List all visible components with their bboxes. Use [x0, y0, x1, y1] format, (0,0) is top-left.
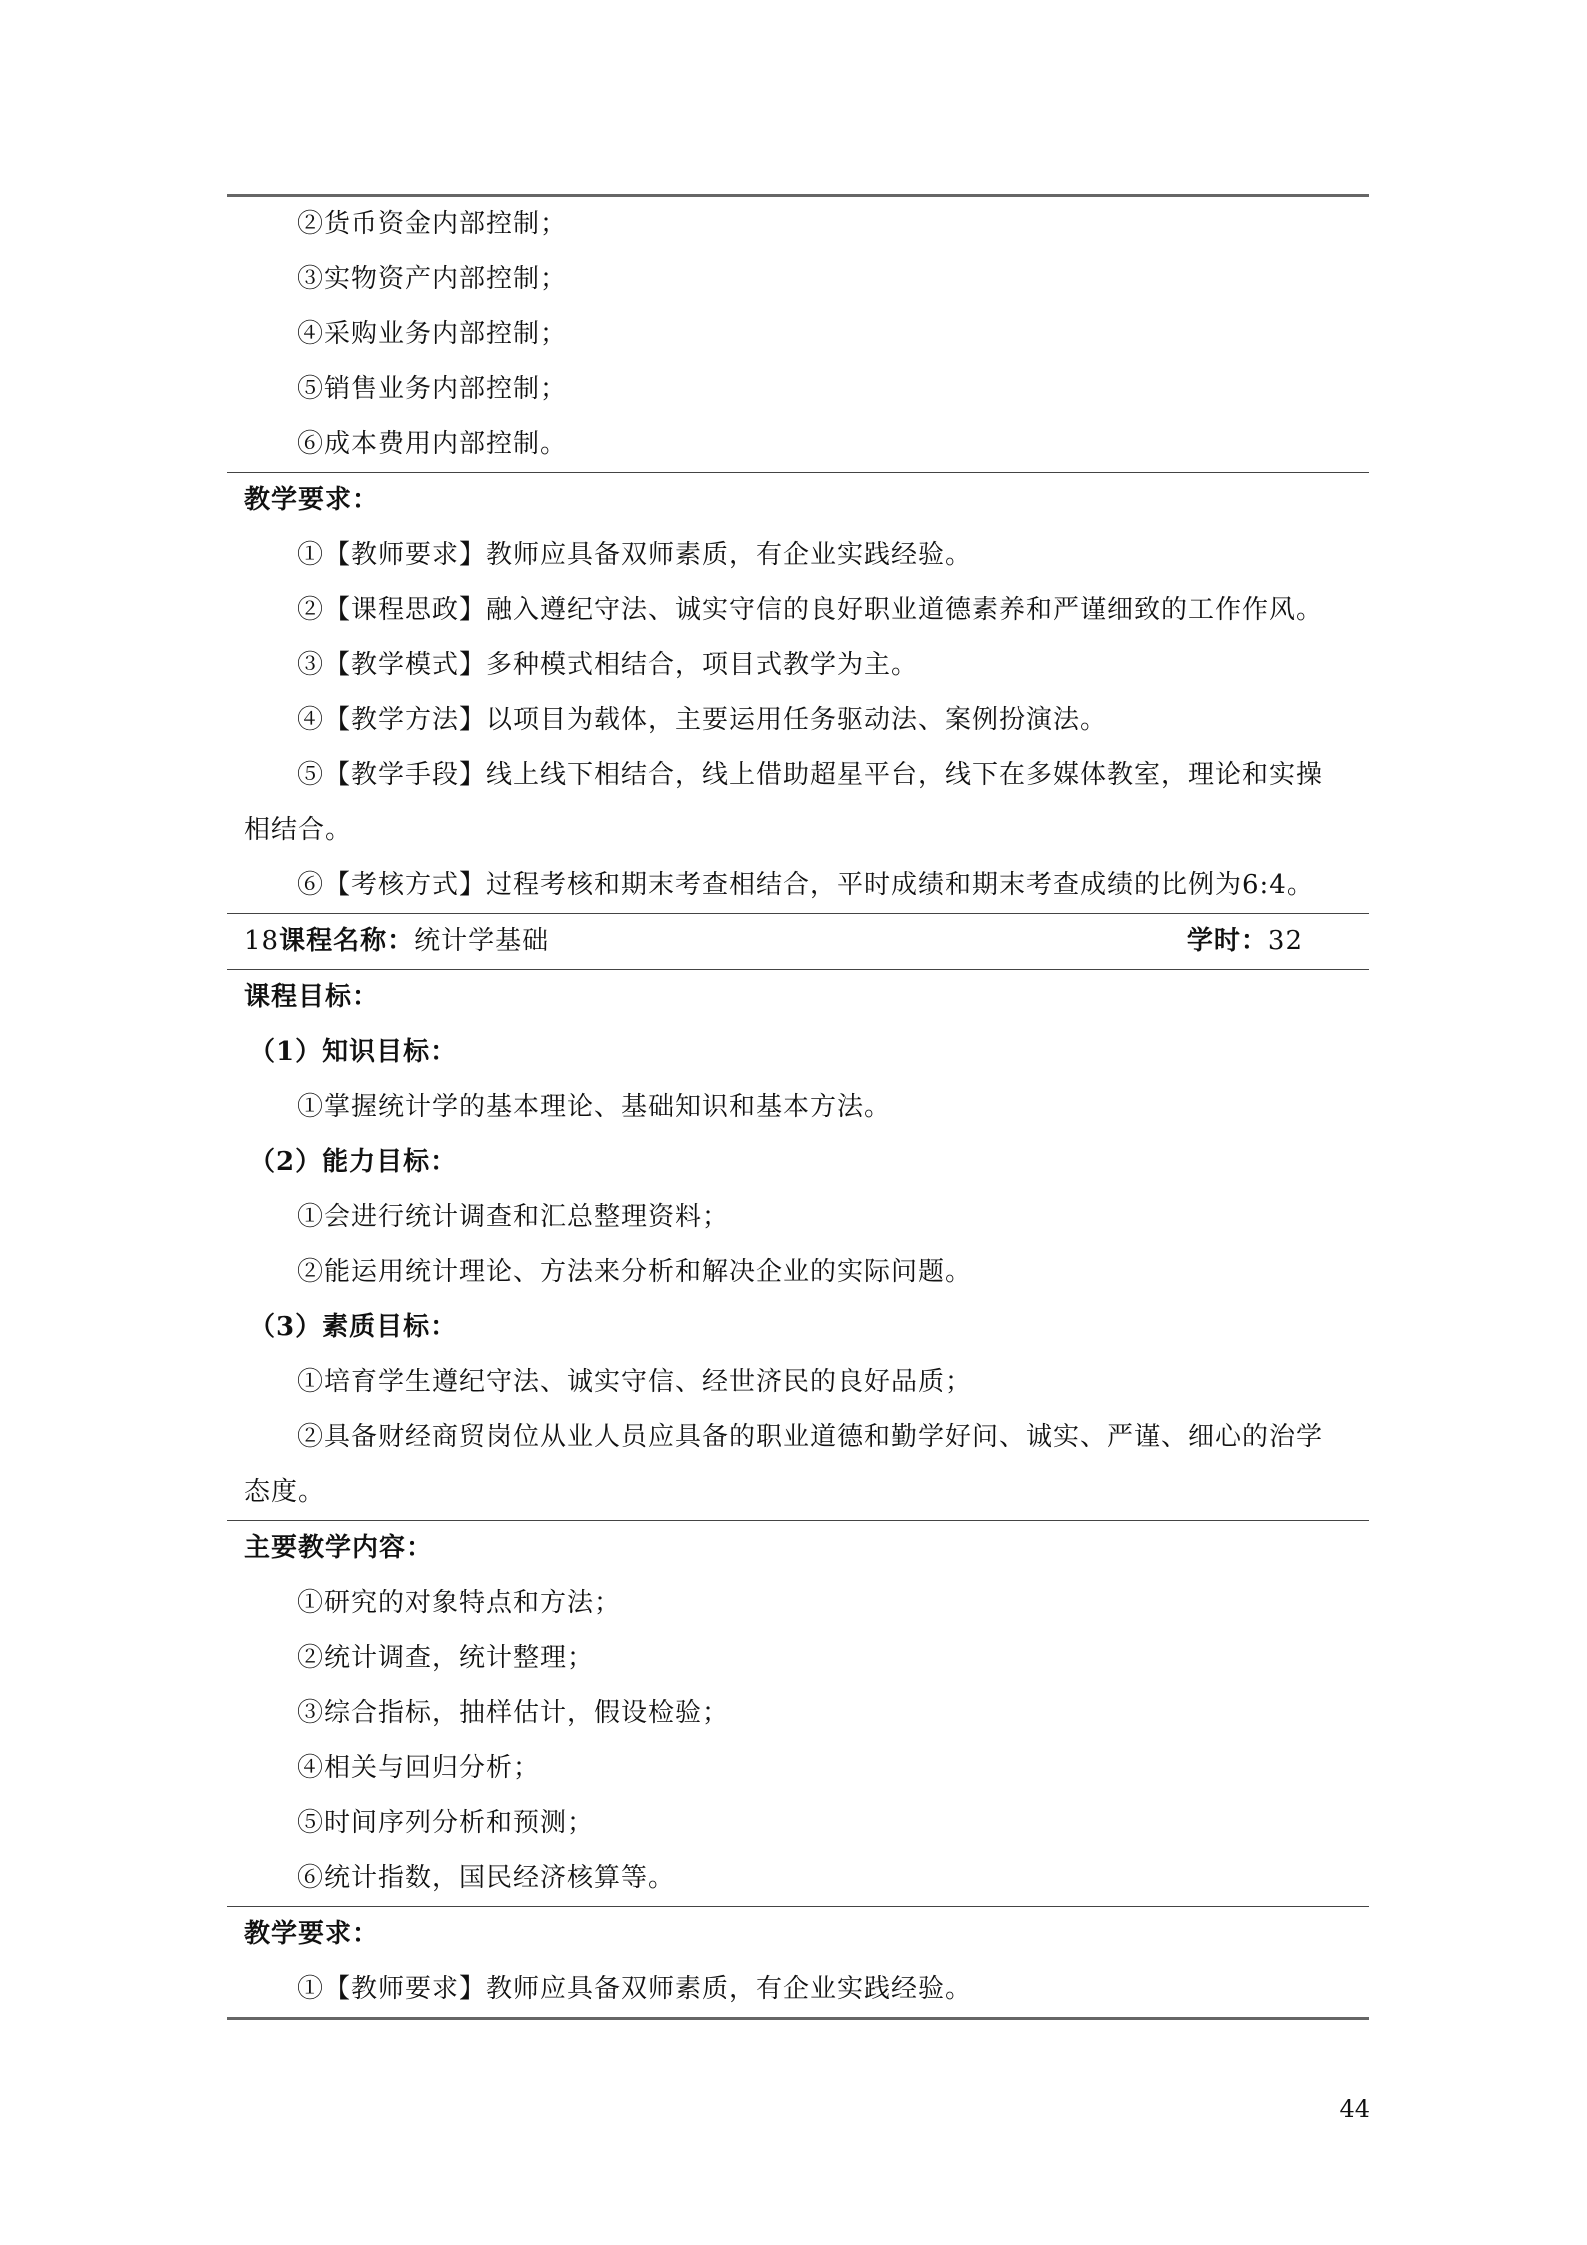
list-item: ②货币资金内部控制； — [297, 209, 568, 239]
list-item: ③实物资产内部控制； — [297, 264, 568, 294]
list-item: ②【课程思政】融入遵纪守法、诚实守信的良好职业道德素养和严谨细致的工作作风。 — [297, 595, 1324, 625]
list-item: ②具备财经商贸岗位从业人员应具备的职业道德和勤学好问、诚实、严谨、细心的治学 — [297, 1422, 1324, 1452]
list-item: ①【教师要求】教师应具备双师素质，有企业实践经验。 — [297, 540, 973, 570]
list-item: ⑤【教学手段】线上线下相结合，线上借助超星平台，线下在多媒体教室，理论和实操 — [297, 760, 1324, 790]
teaching-requirements-section — [227, 473, 1369, 914]
page-number: 44 — [1339, 2095, 1370, 2123]
section-label: 教学要求： — [244, 1919, 380, 1949]
list-item: ④相关与回归分析； — [297, 1753, 541, 1783]
subsection-label: （3）素质目标： — [249, 1312, 458, 1342]
subsection-label: （2）能力目标： — [249, 1147, 458, 1177]
content-list-section — [227, 197, 1369, 473]
list-item: ⑤销售业务内部控制； — [297, 374, 568, 404]
course-number: 18 — [244, 926, 280, 956]
list-item: ④【教学方法】以项目为载体，主要运用任务驱动法、案例扮演法。 — [297, 705, 1108, 735]
list-item: ⑤时间序列分析和预测； — [297, 1808, 595, 1838]
list-item: ②统计调查，统计整理； — [297, 1643, 595, 1673]
section-label: 主要教学内容： — [244, 1533, 434, 1563]
course-hours-label: 学时： — [1186, 926, 1268, 956]
list-item: ④采购业务内部控制； — [297, 319, 568, 349]
list-item: ①培育学生遵纪守法、诚实守信、经世济民的良好品质； — [297, 1367, 973, 1397]
subsection-label: （1）知识目标： — [249, 1037, 458, 1067]
course-header-row — [227, 914, 1369, 970]
list-item: ①【教师要求】教师应具备双师素质，有企业实践经验。 — [297, 1974, 973, 2004]
list-item: ②能运用统计理论、方法来分析和解决企业的实际问题。 — [297, 1257, 973, 1287]
course-name: 统计学基础 — [414, 926, 550, 956]
list-item: ③综合指标，抽样估计，假设检验； — [297, 1698, 730, 1728]
list-item: ③【教学模式】多种模式相结合，项目式教学为主。 — [297, 650, 919, 680]
course-hours-value: 32 — [1267, 926, 1303, 956]
list-item-continuation: 态度。 — [244, 1477, 326, 1507]
course-hours — [1187, 914, 1303, 969]
main-content-section — [227, 1521, 1369, 1907]
list-item: ①研究的对象特点和方法； — [297, 1588, 622, 1618]
list-item-continuation: 相结合。 — [244, 815, 353, 845]
teaching-requirements-section — [227, 1907, 1369, 2017]
list-item: ①会进行统计调查和汇总整理资料； — [297, 1202, 730, 1232]
course-table — [227, 194, 1369, 2020]
list-item: ①掌握统计学的基本理论、基础知识和基本方法。 — [297, 1092, 892, 1122]
list-item: ⑥【考核方式】过程考核和期末考查相结合，平时成绩和期末考查成绩的比例为6:4。 — [297, 870, 1314, 900]
course-name-label: 课程名称： — [279, 926, 415, 956]
course-goals-section — [227, 970, 1369, 1521]
section-label: 课程目标： — [244, 982, 380, 1012]
list-item: ⑥成本费用内部控制。 — [297, 429, 568, 459]
section-label: 教学要求： — [244, 485, 380, 515]
course-title — [244, 914, 549, 969]
list-item: ⑥统计指数，国民经济核算等。 — [297, 1863, 676, 1893]
